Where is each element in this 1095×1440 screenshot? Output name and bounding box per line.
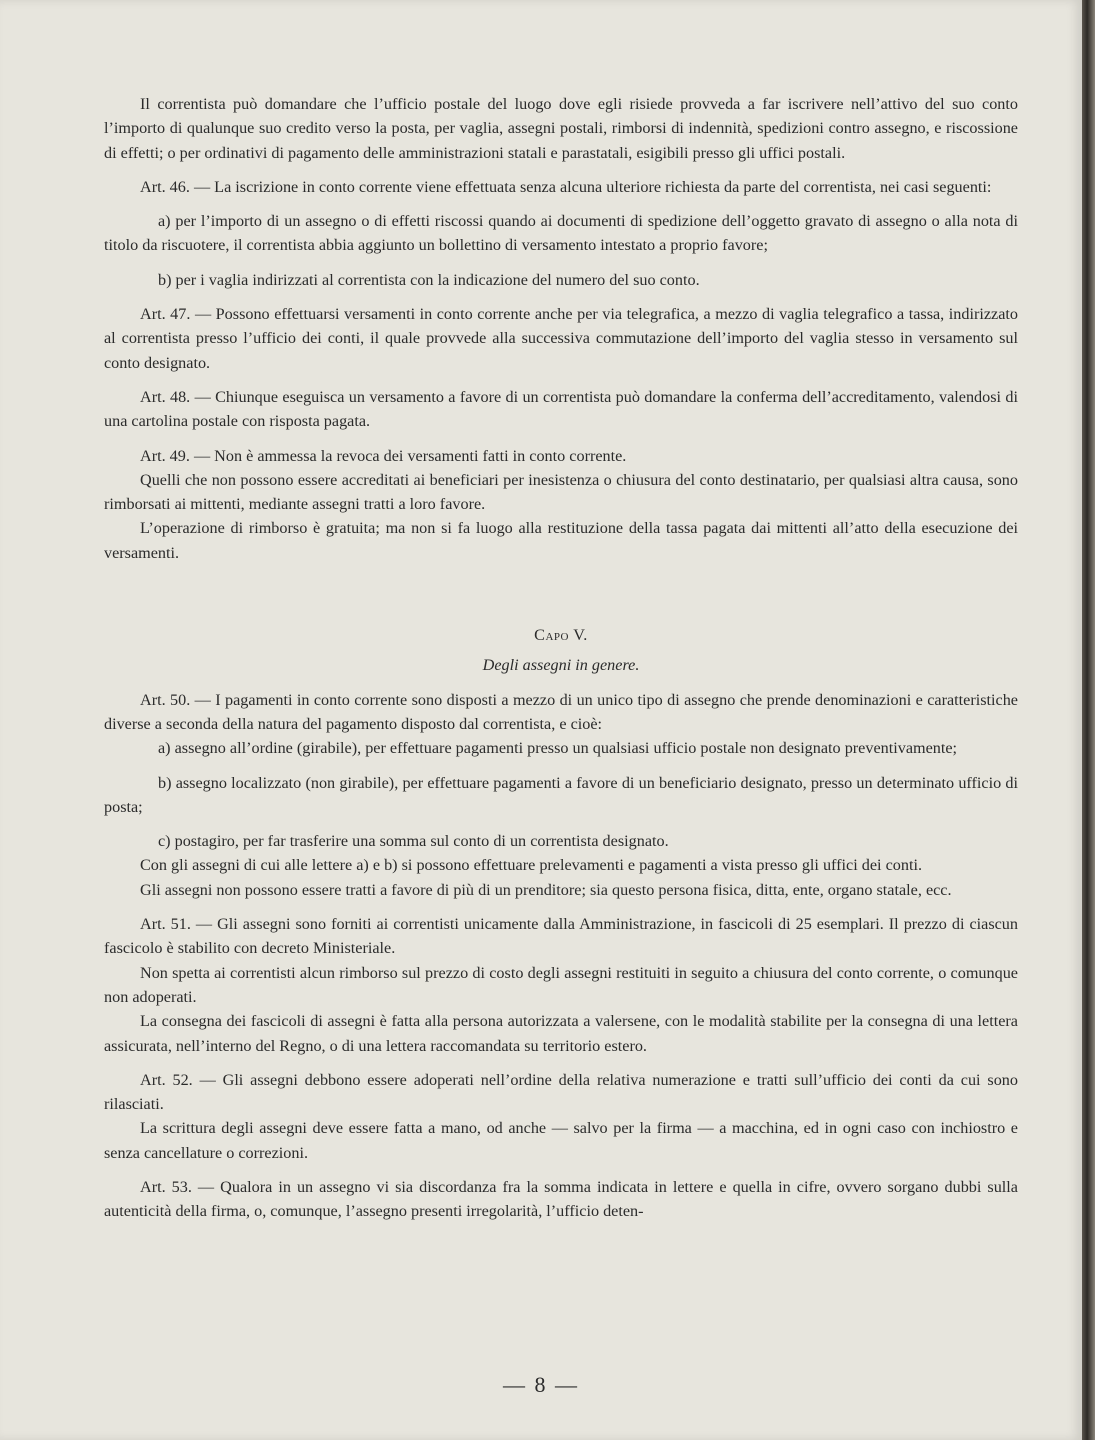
- paragraph-art-50-vista: Con gli assegni di cui alle lettere a) e b) si possono effettuare prelevamenti e pagamenti a vista presso gli uffici dei conti.: [140, 856, 923, 875]
- paragraph-art-48: Art. 48. — Chiunque eseguisca un versamento a favore di un correntista può domandare la conferma dell’accreditamento, valendosi di una cartolina postale con risposta pagata.: [104, 387, 1018, 431]
- chapter-heading: Capo V.: [534, 626, 588, 645]
- document-body: [104, 92, 1018, 1224]
- paragraph-art-46: Art. 46. — La iscrizione in conto corrente viene effettuata senza alcuna ulteriore richiesta da parte del correntista, nei casi seguenti:: [140, 177, 992, 196]
- paragraph-art-51: Art. 51. — Gli assegni sono forniti ai correntisti unicamente dalla Amministrazione, in fascicoli di 25 esemplari. Il prezzo di ciascun fascicolo è stabilito con decreto Ministeriale.: [104, 915, 1018, 958]
- paragraph-art-50: Art. 50. — I pagamenti in conto corrente sono disposti a mezzo di un unico tipo di assegno che prende denominazioni e caratteristiche diverse a seconda della natura del pagamento disposto dal correntista, e cioè:: [104, 690, 1018, 733]
- paragraph-art-50-b: b) assegno localizzato (non girabile), per effettuare pagamenti a favore di un beneficiario designato, presso un determinato ufficio di posta;: [104, 773, 1018, 816]
- paragraph-art-51-consegna: La consegna dei fascicoli di assegni è fatta alla persona autorizzata a valersene, con le modalità stabilite per la consegna di una lettera assicurata, nell’interno del Regno, o di una lettera raccomandata su territorio estero.: [104, 1012, 1018, 1055]
- paragraph-art-49: Art. 49. — Non è ammessa la revoca dei versamenti fatti in conto corrente.: [140, 446, 627, 465]
- paragraph-art-52: Art. 52. — Gli assegni debbono essere adoperati nell’ordine della relativa numerazione e tratti sull’ufficio dei conti da cui sono rilasciati.: [104, 1070, 1018, 1114]
- paragraph-art-50-c: c) postagiro, per far trasferire una somma sul conto di un correntista designato.: [158, 832, 669, 851]
- page-number: — 8 —: [503, 1372, 579, 1397]
- paragraph-intro: Il correntista può domandare che l’ufficio postale del luogo dove egli risiede provveda a far iscrivere nell’attivo del suo conto l’importo di qualunque suo credito verso la posta, per vaglia, assegni postali, rimborsi di indennità, spedizioni contro assegno, e riscossione di effetti; o per ordinativi di pagamento delle amministrazioni statali e parastatali, esigibili presso gli uffici postali.: [104, 95, 1018, 162]
- paragraph-art-50-prenditore: Gli assegni non possono essere tratti a favore di più di un prenditore; sia questo persona fisica, ditta, ente, organo statale, ecc.: [140, 880, 952, 899]
- paragraph-art-51-rimborso: Non spetta ai correntisti alcun rimborso sul prezzo di costo degli assegni restituiti in seguito a chiusura del conto corrente, o comunque non adoperati.: [104, 963, 1018, 1006]
- chapter-title: Degli assegni in genere.: [482, 656, 640, 675]
- paragraph-art-46-b: b) per i vaglia indirizzati al correntista con la indicazione del numero del suo conto.: [158, 270, 700, 289]
- paragraph-art-46-a: a) per l’importo di un assegno o di effetti riscossi quando ai documenti di spedizione dell’oggetto gravato di assegno o alla nota di titolo da riscuotere, il correntista abbia aggiunto un bollettino di versamento intestato a proprio favore;: [104, 212, 1018, 255]
- paragraph-art-50-a: a) assegno all’ordine (girabile), per effettuare pagamenti presso un qualsiasi ufficio postale non designato preventivamente;: [158, 739, 958, 758]
- paragraph-art-53: Art. 53. — Qualora in un assegno vi sia discordanza fra la somma indicata in lettere e quella in cifre, ovvero sorgano dubbi sulla autenticità della firma, o, comunque, l’assegno presenti irregolarità, l’ufficio deten-: [104, 1177, 1018, 1221]
- paragraph-art-52-scrittura: La scrittura degli assegni deve essere fatta a mano, od anche — salvo per la firma — a macchina, ed in ogni caso con inchiostro e senza cancellature o correzioni.: [104, 1119, 1018, 1162]
- paragraph-art-47: Art. 47. — Possono effettuarsi versamenti in conto corrente anche per via telegrafica, a mezzo di vaglia telegrafico a tassa, indirizzato al correntista presso l’ufficio dei conti, il quale provvede alla successiva commutazione dell’importo del vaglia stesso in versamento sul conto designato.: [104, 305, 1018, 372]
- book-spine-edge: [1082, 0, 1095, 1440]
- paragraph-art-49-rimborso: L’operazione di rimborso è gratuita; ma non si fa luogo alla restituzione della tassa pagata dai mittenti all’atto della esecuzione dei versamenti.: [104, 519, 1018, 562]
- paragraph-art-49-continued: Quelli che non possono essere accreditati ai beneficiari per inesistenza o chiusura del conto destinatario, per qualsiasi altra causa, sono rimborsati ai mittenti, mediante assegni tratti a loro favore.: [104, 470, 1018, 514]
